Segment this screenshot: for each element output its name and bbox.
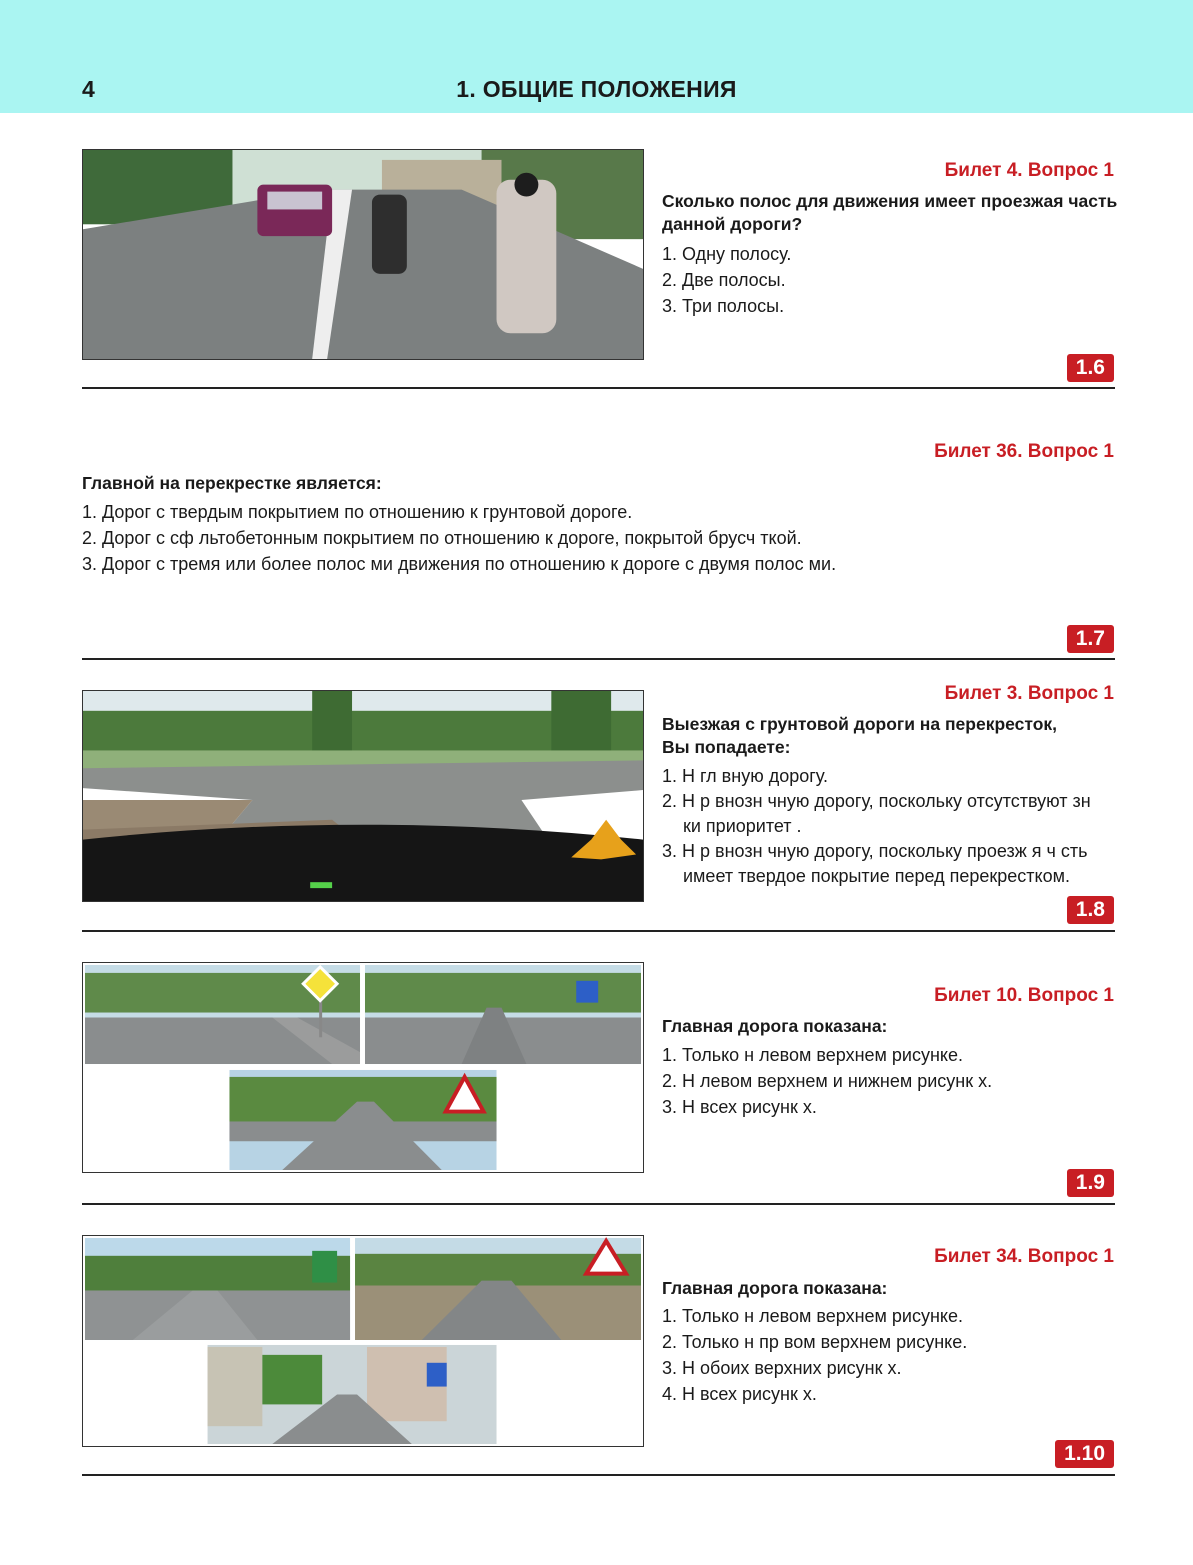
answer-option[interactable]: 1. Только н левом верхнем рисунке. (662, 1306, 963, 1326)
question-number-badge: 1.9 (1067, 1169, 1114, 1197)
ticket-label: Билет 36. Вопрос 1 (934, 441, 1114, 462)
answer-option[interactable]: 1. Н гл вную дорогу. (662, 766, 828, 786)
question-text: Главная дорога показана: (662, 1278, 888, 1298)
question-text: Главной на перекрестке является: (82, 473, 382, 493)
answer-list (662, 764, 1107, 889)
photo-road-motorcycles (82, 149, 644, 360)
question-text: Главная дорога показана: (662, 1016, 888, 1036)
answer-option[interactable]: 3. Н р внозн чную дорогу, поскольку проезж я ч сть имеет твердое покрытие перед перекрестком. (662, 841, 1088, 886)
answer-option[interactable]: 2. Только н пр вом верхнем рисунке. (662, 1332, 968, 1352)
answer-option[interactable]: 1. Одну полосу. (662, 244, 792, 264)
answer-option[interactable]: 3. Дорог с тремя или более полос ми движения по отношению к дороге с двумя полос ми. (82, 554, 837, 574)
question-number-badge: 1.6 (1067, 354, 1114, 382)
answer-option[interactable]: 2. Н левом верхнем и нижнем рисунк х. (662, 1071, 993, 1091)
divider (82, 930, 1115, 932)
answer-list (662, 1303, 1112, 1407)
answer-option[interactable]: 3. Н всех рисунк х. (662, 1097, 817, 1117)
question-number-badge: 1.7 (1067, 625, 1114, 653)
ticket-label: Билет 34. Вопрос 1 (934, 1246, 1114, 1267)
answer-option[interactable]: 1. Дорог с твердым покрытием по отношению к грунтовой дороге. (82, 502, 633, 522)
answer-list (82, 499, 1112, 577)
answer-option[interactable]: 3. Н обоих верхних рисунк х. (662, 1358, 902, 1378)
divider (82, 387, 1115, 389)
answer-option[interactable]: 2. Две полосы. (662, 270, 786, 290)
answer-option[interactable]: 3. Три полосы. (662, 296, 785, 316)
answer-option[interactable]: 2. Дорог с сф льтобетонным покрытием по отношению к дороге, покрытой брусч ткой. (82, 528, 802, 548)
ticket-label: Билет 3. Вопрос 1 (944, 683, 1114, 704)
page-number: 4 (82, 76, 95, 102)
divider (82, 658, 1115, 660)
ticket-label: Билет 10. Вопрос 1 (934, 985, 1114, 1006)
divider (82, 1203, 1115, 1205)
answer-list (662, 241, 1112, 319)
question-text: Сколько полос для движения имеет проезжая часть данной дороги? (662, 191, 1118, 234)
ticket-label: Билет 4. Вопрос 1 (944, 160, 1114, 181)
answer-option[interactable]: 2. Н р внозн чную дорогу, поскольку отсутствуют зн ки приоритет . (662, 791, 1091, 836)
answer-option[interactable]: 1. Только н левом верхнем рисунке. (662, 1045, 963, 1065)
divider (82, 1474, 1115, 1476)
photo-intersections-set-1 (82, 962, 644, 1173)
question-text: Выезжая с грунтовой дороги на перекресток, Вы попадаете: (662, 714, 1058, 757)
question-number-badge: 1.8 (1067, 896, 1114, 924)
photo-dirt-road-intersection (82, 690, 644, 902)
question-number-badge: 1.10 (1055, 1440, 1114, 1468)
answer-list (662, 1042, 1112, 1120)
photo-intersections-set-2 (82, 1235, 644, 1447)
chapter-title: 1. ОБЩИЕ ПОЛОЖЕНИЯ (456, 76, 737, 102)
answer-option[interactable]: 4. Н всех рисунк х. (662, 1384, 817, 1404)
